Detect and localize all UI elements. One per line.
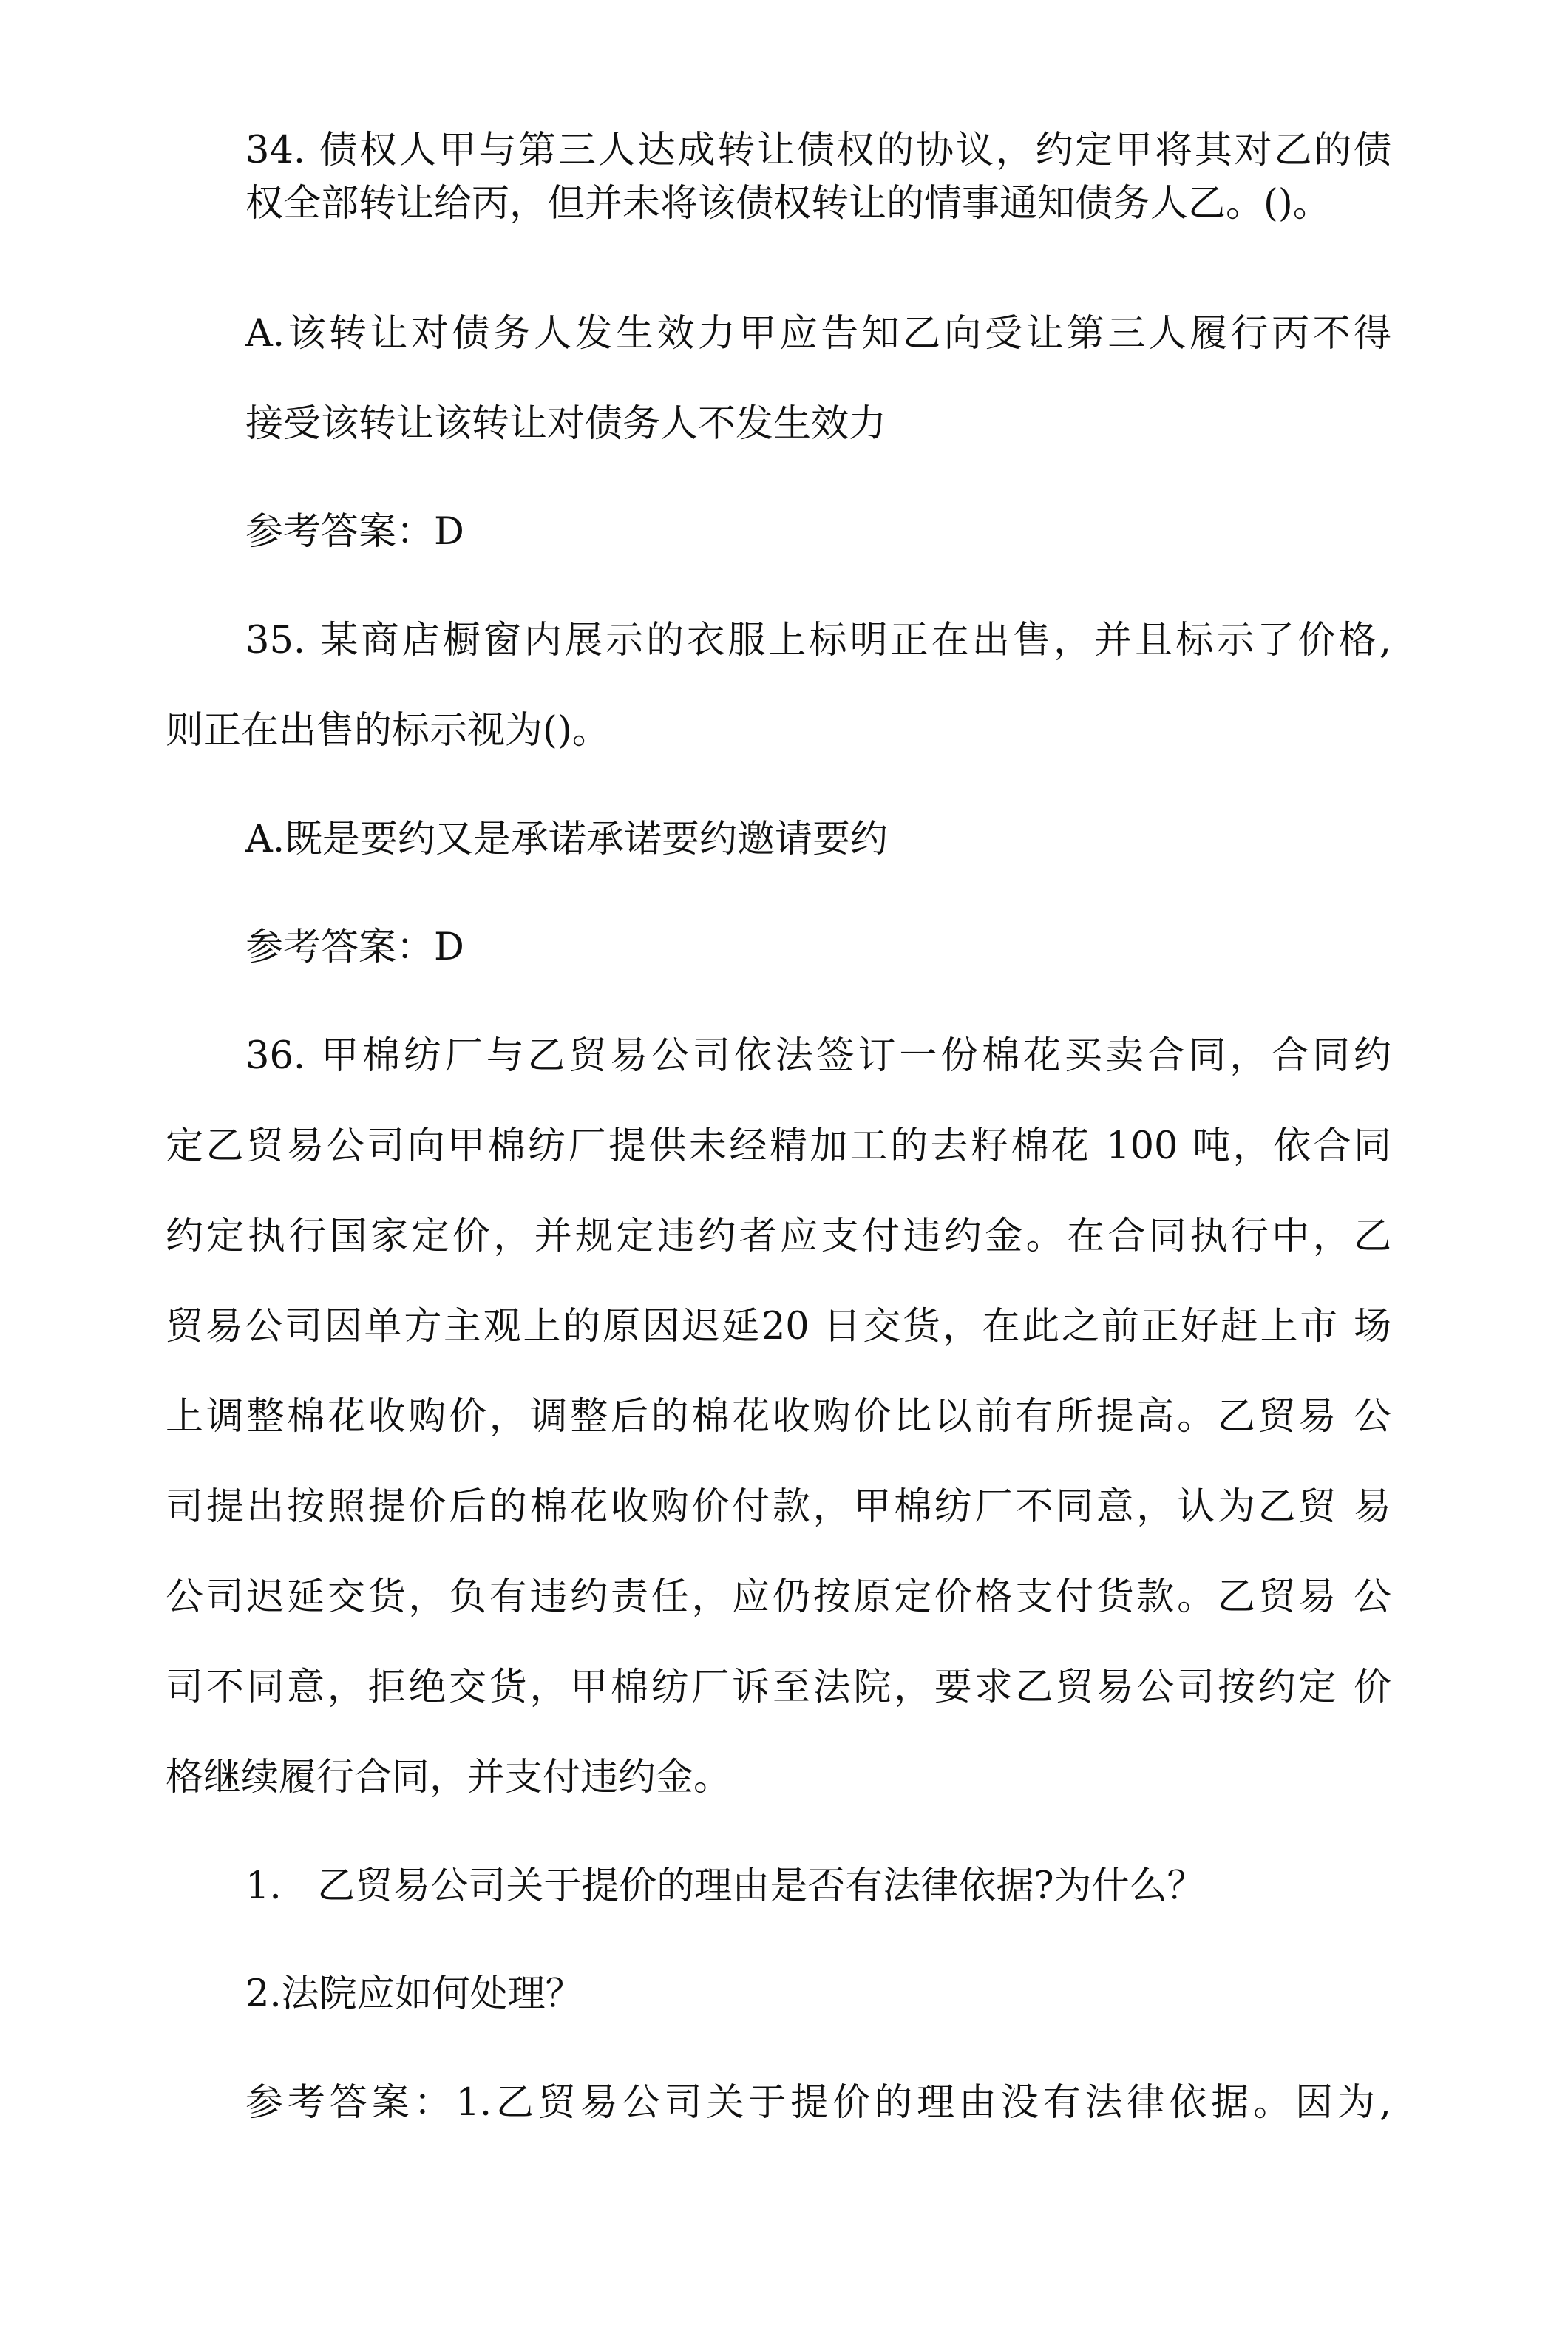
q35-answer: 参考答案：D — [245, 926, 464, 969]
q36-answer: 参考答案：1.乙贸易公司关于提价的理由没有法律依据。因为, — [245, 2081, 1391, 2125]
q36-sub-question-1: 1. 乙贸易公司关于提价的理由是否有法律依据?为什么？ — [245, 1864, 1205, 1908]
q36-stem-line-5: 上调整棉花收购价，调整后的棉花收购价比以前有所提高。乙贸易 公 — [166, 1395, 1391, 1439]
q35-stem-line-2: 则正在出售的标示视为()。 — [166, 709, 610, 753]
q36-stem-line-7: 公司迟延交货，负有违约责任，应仍按原定价格支付货款。乙贸易 公 — [166, 1575, 1391, 1619]
q36-stem-line-3: 约定执行国家定价，并规定违约者应支付违约金。在合同执行中，乙 — [166, 1215, 1391, 1258]
q34-options-line-1: A.该转让对债务人发生效力甲应告知乙向受让第三人履行丙不得 — [245, 312, 1391, 356]
q34-answer: 参考答案：D — [245, 510, 464, 554]
q36-stem-line-8: 司不同意，拒绝交货，甲棉纺厂诉至法院，要求乙贸易公司按约定 价 — [166, 1666, 1391, 1709]
q36-stem-line-4: 贸易公司因单方主观上的原因迟延20 日交货，在此之前正好赶上市 场 — [166, 1305, 1391, 1348]
q35-stem-line-1: 35. 某商店橱窗内展示的衣服上标明正在出售，并且标示了价格, — [245, 619, 1391, 662]
q36-stem-line-9: 格继续履行合同，并支付违约金。 — [166, 1756, 732, 1799]
q36-stem-line-1: 36. 甲棉纺厂与乙贸易公司依法签订一份棉花买卖合同，合同约 — [245, 1034, 1391, 1078]
q36-stem-line-2: 定乙贸易公司向甲棉纺厂提供未经精加工的去籽棉花 100 吨，依合同 — [166, 1124, 1391, 1168]
q34-options-line-2: 接受该转让该转让对债务人不发生效力 — [245, 402, 887, 446]
q34-stem-line-2: 权全部转让给丙，但并未将该债权转让的情事通知债务人乙。()。 — [245, 182, 1331, 225]
q36-stem-line-6: 司提出按照提价后的棉花收购价付款，甲棉纺厂不同意，认为乙贸 易 — [166, 1485, 1391, 1529]
q34-stem-line-1: 34. 债权人甲与第三人达成转让债权的协议，约定甲将其对乙的债 — [245, 129, 1391, 172]
q36-sub-question-2: 2.法院应如何处理？ — [245, 1972, 583, 2016]
q35-options-line-1: A.既是要约又是承诺承诺要约邀请要约 — [245, 818, 889, 861]
